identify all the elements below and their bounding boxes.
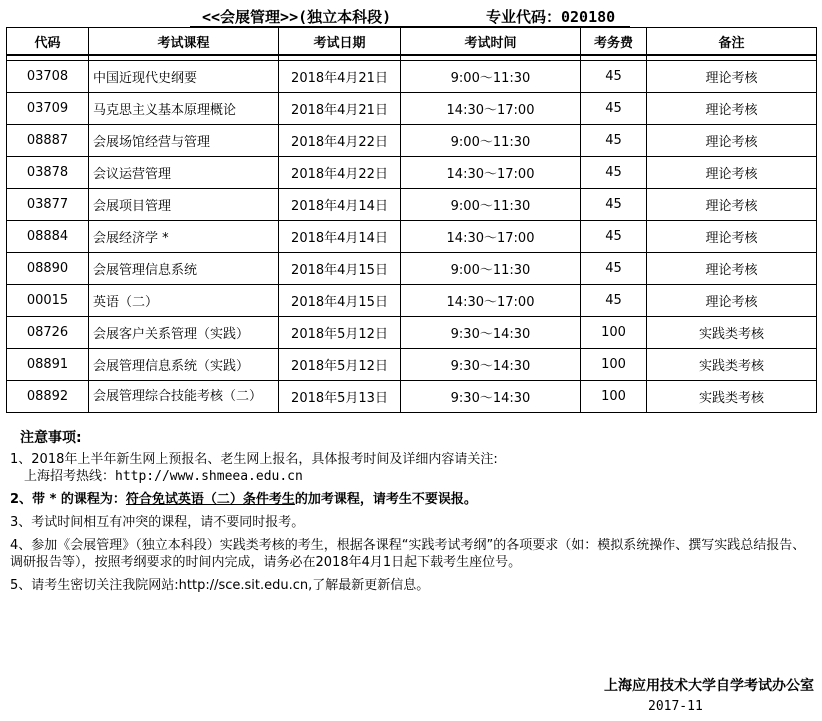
table-row (7, 125, 817, 157)
cell-date: 2018年4月14日 (279, 221, 401, 253)
cell-time: 14:30～17:00 (401, 285, 581, 317)
cell-note: 理论考核 (647, 189, 817, 221)
header-note: 备注 (647, 28, 817, 56)
title-main: <<会展管理>>(独立本科段) (202, 8, 392, 26)
note-item-1 (10, 451, 816, 485)
cell-course: 会展项目管理 (89, 189, 279, 221)
table-row (7, 157, 817, 189)
cell-code: 08891 (7, 349, 89, 381)
cell-code: 03709 (7, 93, 89, 125)
header-date: 考试日期 (279, 28, 401, 56)
issuing-office: 上海应用技术大学自学考试办公室 (604, 678, 814, 694)
cell-date: 2018年5月12日 (279, 317, 401, 349)
table-row (7, 61, 817, 93)
major-code: 专业代码：020180 (486, 8, 616, 26)
cell-note: 理论考核 (647, 221, 817, 253)
cell-note: 理论考核 (647, 61, 817, 93)
cell-course: 会展管理信息系统（实践） (89, 349, 279, 381)
table-row (7, 253, 817, 285)
cell-course: 会议运营管理 (89, 157, 279, 189)
note-item-5: 5、请考生密切关注我院网站:http://sce.sit.edu.cn,了解最新更新信息。 (10, 578, 430, 593)
header-code: 代码 (7, 28, 89, 56)
cell-note: 实践类考核 (647, 317, 817, 349)
cell-note: 理论考核 (647, 157, 817, 189)
cell-time: 9:00～11:30 (401, 253, 581, 285)
cell-fee: 45 (581, 157, 647, 189)
notes-heading: 注意事项: (20, 430, 82, 446)
cell-code: 03878 (7, 157, 89, 189)
table-row (7, 285, 817, 317)
table-header-row (7, 28, 817, 56)
note-item-2-prefix: 2、带 * 的课程为： (10, 492, 126, 507)
cell-course: 会展经济学 * (89, 221, 279, 253)
cell-course: 会展管理综合技能考核（二） (89, 381, 279, 413)
cell-note: 理论考核 (647, 285, 817, 317)
cell-course: 英语（二） (89, 285, 279, 317)
table-row (7, 381, 817, 413)
cell-date: 2018年4月15日 (279, 253, 401, 285)
note-item-3: 3、考试时间相互有冲突的课程，请不要同时报考。 (10, 515, 305, 530)
cell-fee: 100 (581, 349, 647, 381)
cell-fee: 45 (581, 253, 647, 285)
cell-course: 会展场馆经营与管理 (89, 125, 279, 157)
cell-time: 14:30～17:00 (401, 157, 581, 189)
table-row (7, 349, 817, 381)
notes-section (10, 430, 816, 600)
cell-code: 08726 (7, 317, 89, 349)
cell-time: 9:30～14:30 (401, 381, 581, 413)
cell-fee: 45 (581, 189, 647, 221)
cell-fee: 45 (581, 125, 647, 157)
cell-note: 理论考核 (647, 253, 817, 285)
cell-time: 9:00～11:30 (401, 125, 581, 157)
cell-course: 马克思主义基本原理概论 (89, 93, 279, 125)
cell-course: 会展管理信息系统 (89, 253, 279, 285)
table-row (7, 93, 817, 125)
table-row (7, 317, 817, 349)
cell-code: 03708 (7, 61, 89, 93)
cell-code: 00015 (7, 285, 89, 317)
cell-date: 2018年4月21日 (279, 93, 401, 125)
issue-date: 2017-11 (648, 699, 703, 714)
cell-date: 2018年4月22日 (279, 157, 401, 189)
cell-date: 2018年4月15日 (279, 285, 401, 317)
cell-note: 实践类考核 (647, 349, 817, 381)
cell-fee: 45 (581, 221, 647, 253)
cell-course: 中国近现代史纲要 (89, 61, 279, 93)
note-item-4: 4、参加《会展管理》（独立本科段）实践类考核的考生，根据各课程“实践考试考纲”的各项要求（如：模拟系统操作、撰写实践总结报告、调研报告等），按照考纲要求的时间内完成，请务必在2018年4月1日起下载考生座位号。 (10, 538, 806, 570)
cell-fee: 100 (581, 381, 647, 413)
exam-schedule-table (6, 27, 817, 413)
cell-time: 9:30～14:30 (401, 317, 581, 349)
cell-code: 08892 (7, 381, 89, 413)
cell-note: 理论考核 (647, 125, 817, 157)
table-row (7, 189, 817, 221)
cell-note: 理论考核 (647, 93, 817, 125)
document-title (0, 4, 822, 26)
cell-time: 14:30～17:00 (401, 221, 581, 253)
cell-note: 实践类考核 (647, 381, 817, 413)
cell-date: 2018年4月22日 (279, 125, 401, 157)
note-item-2 (10, 491, 816, 508)
cell-time: 9:00～11:30 (401, 61, 581, 93)
cell-fee: 100 (581, 317, 647, 349)
note-item-1-text: 1、2018年上半年新生网上预报名、老生网上报名，具体报考时间及详细内容请关注: (10, 452, 498, 467)
cell-code: 08884 (7, 221, 89, 253)
cell-date: 2018年4月14日 (279, 189, 401, 221)
cell-course: 会展客户关系管理（实践） (89, 317, 279, 349)
cell-date: 2018年4月21日 (279, 61, 401, 93)
cell-fee: 45 (581, 93, 647, 125)
cell-time: 9:00～11:30 (401, 189, 581, 221)
cell-date: 2018年5月13日 (279, 381, 401, 413)
cell-date: 2018年5月12日 (279, 349, 401, 381)
cell-fee: 45 (581, 61, 647, 93)
cell-time: 9:30～14:30 (401, 349, 581, 381)
header-course: 考试课程 (89, 28, 279, 56)
cell-code: 08890 (7, 253, 89, 285)
note-item-2-underlined: 符合免试英语（二）条件考生 (125, 492, 295, 507)
cell-fee: 45 (581, 285, 647, 317)
header-time: 考试时间 (401, 28, 581, 56)
hotline-text: 上海招考热线：http://www.shmeea.edu.cn (24, 469, 303, 484)
cell-code: 03877 (7, 189, 89, 221)
cell-code: 08887 (7, 125, 89, 157)
header-fee: 考务费 (581, 28, 647, 56)
table-row (7, 221, 817, 253)
note-item-2-suffix: 的加考课程，请考生不要误报。 (294, 492, 477, 507)
cell-time: 14:30～17:00 (401, 93, 581, 125)
